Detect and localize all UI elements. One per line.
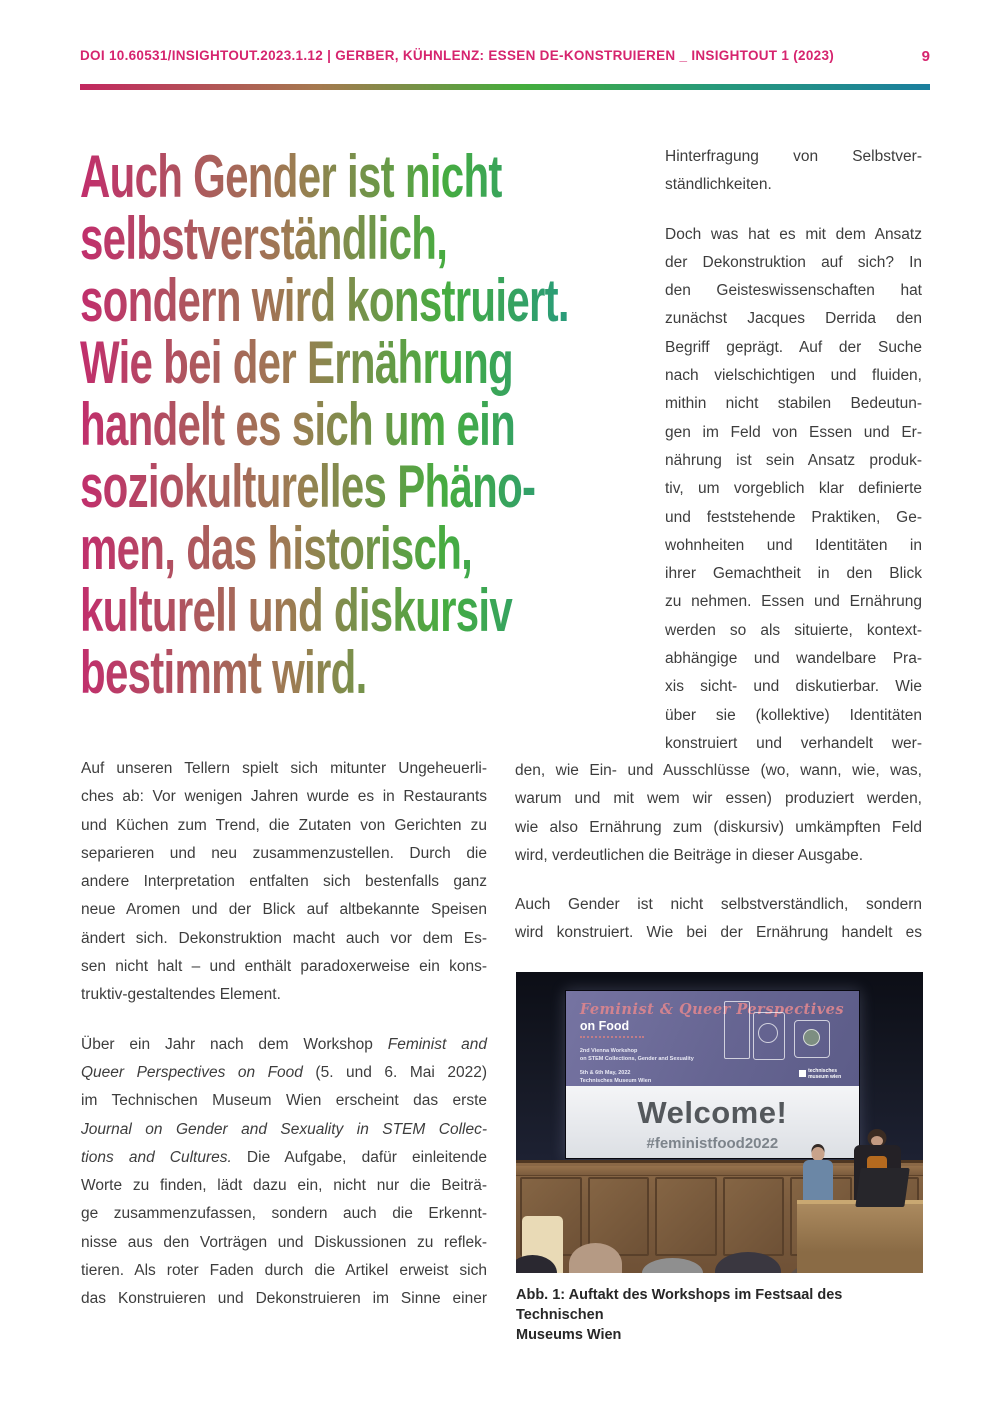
tin-sketch-icon [794,1020,830,1058]
projection-screen [565,990,860,1159]
text-line: ihrer Gemachtheit in den Blick [665,565,922,583]
paragraph [515,891,922,948]
text-line: neue Aromen und der Blick auf altbekannte Speisen [81,901,487,919]
text-line: abhängige und wandelbare Pra- [665,650,922,668]
slide-title: Feminist & Queer Perspectives [579,1001,845,1019]
text-line: ches ab: Vor wenigen Jahren wurde es in Restaurants [81,788,487,806]
text-line: Museums Wien [516,1327,622,1343]
text-line: ge zusammenzufassen, sondern auch die Erkennt- [81,1205,487,1223]
text-line: bestimmt wird. [80,639,367,706]
text-line: men, das historisch, [80,515,473,582]
museum-logo-icon [799,1070,806,1077]
jar-sketch-icon [753,1012,785,1060]
paragraph [81,755,487,1010]
pull-quote [80,143,645,706]
paragraph [515,757,922,870]
text-line: der Dekonstruktion auf sich? In [665,253,922,271]
text-line: Auch Gender ist nicht selbstverständlich, sondern [515,896,922,914]
pull-quote-text [80,143,710,706]
text-line: den, wie Ein- und Ausschlüsse (wo, wann, wie, was, [515,762,922,779]
text-line: nach vielschichtigen und fluiden, [665,367,922,385]
text-line: das Konstruieren und Dekonstruieren im Sinne einer [81,1290,487,1308]
running-header [80,48,930,65]
text-line: tions and Cultures. Die Aufgabe, dafür einleitende [81,1148,487,1166]
text-line: Auch Gender ist nicht [80,143,502,210]
text-line: Über ein Jahr nach dem Workshop Feminist and [81,1035,487,1053]
wood-panel [655,1177,717,1256]
podium [797,1200,923,1273]
text-line: nisse aus den Vorträgen und Diskussionen zu reflek- [81,1233,487,1251]
text-line: zunächst Jacques Derrida den [665,310,922,328]
text-line: handelt es sich um ein [80,391,516,458]
left-column [81,755,487,1314]
text-line: wohnheiten und Identitäten in [665,536,922,554]
text-line: wird, verdeutlichen die Beiträge in dieser Ausgabe. [515,846,864,864]
workshop-photo [516,972,923,1273]
text-line: wie also Ernährung zum (diskursiv) umkämpften Feld [515,818,922,836]
museum-logo [799,1068,850,1080]
text-line: Journal on Gender and Sexuality in STEM Collec- [81,1120,487,1138]
welcome-text: Welcome! [637,1095,788,1131]
text-line: zu nehmen. Essen und Ernährung [665,593,922,611]
text-line: gen im Feld von Essen und Er- [665,423,922,441]
text-line: Hinterfragung von Selbstver- [665,148,922,165]
text-line: on STEM Collections, Gender and Sexuality [579,1056,694,1063]
right-column-narrow [665,143,922,758]
text-line: soziokulturelles Phäno- [80,453,536,520]
wood-panel [723,1177,785,1256]
text-line: xis sicht- und diskutierbar. Wie [665,678,922,696]
text-line: Queer Perspectives on Food (5. und 6. Mai 2022) [81,1063,487,1081]
text-line: sen nicht halt – und enthält paradoxerweise ein kons- [81,958,487,976]
presenter-head [812,1147,825,1161]
doi-line: DOI 10.60531/INSIGHTOUT.2023.1.12 | GERBER, KÜHNLENZ: ESSEN DE-KONSTRUIEREN _ INSIGHTOUT 1 (2023) [80,48,835,63]
text-line: ständlichkeiten. [665,176,772,194]
text-line: truktiv-gestaltendes Element. [81,986,281,1004]
text-line: warum und mit wem wir essen) produziert werden, [515,790,922,808]
hashtag-text: #feministfood2022 [646,1135,779,1153]
text-line: Wie bei der Ernährung [80,329,513,396]
text-line: Auf unseren Tellern spielt sich mitunter Ungeheuerli- [81,760,487,777]
text-line: nährung ist sein Ansatz produk- [665,451,922,469]
text-line: tieren. Als roter Faden durch die Artikel erweist sich [81,1262,487,1280]
figure-caption [516,1285,923,1345]
text-line: mithin nicht stabilen Bedeutun- [665,395,922,413]
museum-logo-text: technisches museum wien [808,1067,842,1080]
text-line: im Technischen Museum Wien erscheint das erste [81,1092,487,1110]
paragraph [665,143,922,200]
paragraph [81,1031,487,1314]
text-line: tiv, um vorgeblich klar definierte [665,480,922,498]
text-line: wird konstruiert. Wie bei der Ernährung handelt es [515,924,922,942]
text-line: kulturell und diskursiv [80,577,512,644]
text-line: den Geisteswissenschaften hat [665,282,922,300]
text-line: 5th & 6th May, 2022 [579,1069,631,1076]
text-line: ändert sich. Dekonstruktion macht auch vor dem Es- [81,929,487,947]
text-line: über sie (kollektive) Identitäten [665,706,922,724]
slide-underline [580,1036,644,1038]
laptop [855,1168,909,1207]
text-line: 2nd Vienna Workshop [579,1048,638,1055]
title-slide [566,991,859,1086]
text-line: separieren und neu zusammenzustellen. Durch die [81,844,487,862]
text-line: andere Interpretation entfalten sich bestenfalls ganz [81,873,487,891]
text-line: Begriff geprägt. Auf der Suche [665,338,922,356]
text-line: und Küchen zum Trend, die Zutaten von Gerichten zu [81,816,487,834]
text-line: Doch was hat es mit dem Ansatz [665,225,922,243]
text-line: Technisches Museum Wien [579,1077,652,1084]
text-line: sondern wird konstruiert. [80,267,569,334]
right-column-wide [515,757,922,948]
glass-sketch-icon [724,1001,750,1059]
text-line: konstruiert und verhandelt wer- [665,734,922,752]
slide-subtitle: on Food [579,1019,630,1034]
paragraph [665,221,922,759]
page-number: 9 [921,48,930,65]
text-line: Abb. 1: Auftakt des Workshops im Festsaal des Technischen [516,1287,843,1323]
text-line: Worte zu finden, lädt dazu ein, nicht nur die Beiträ- [81,1177,487,1195]
text-line: und feststehende Praktiken, Ge- [665,508,922,526]
text-line: werden so als situierte, kontext- [665,621,922,639]
gradient-rule [80,84,930,90]
text-line: selbstverständlich, [80,205,448,272]
